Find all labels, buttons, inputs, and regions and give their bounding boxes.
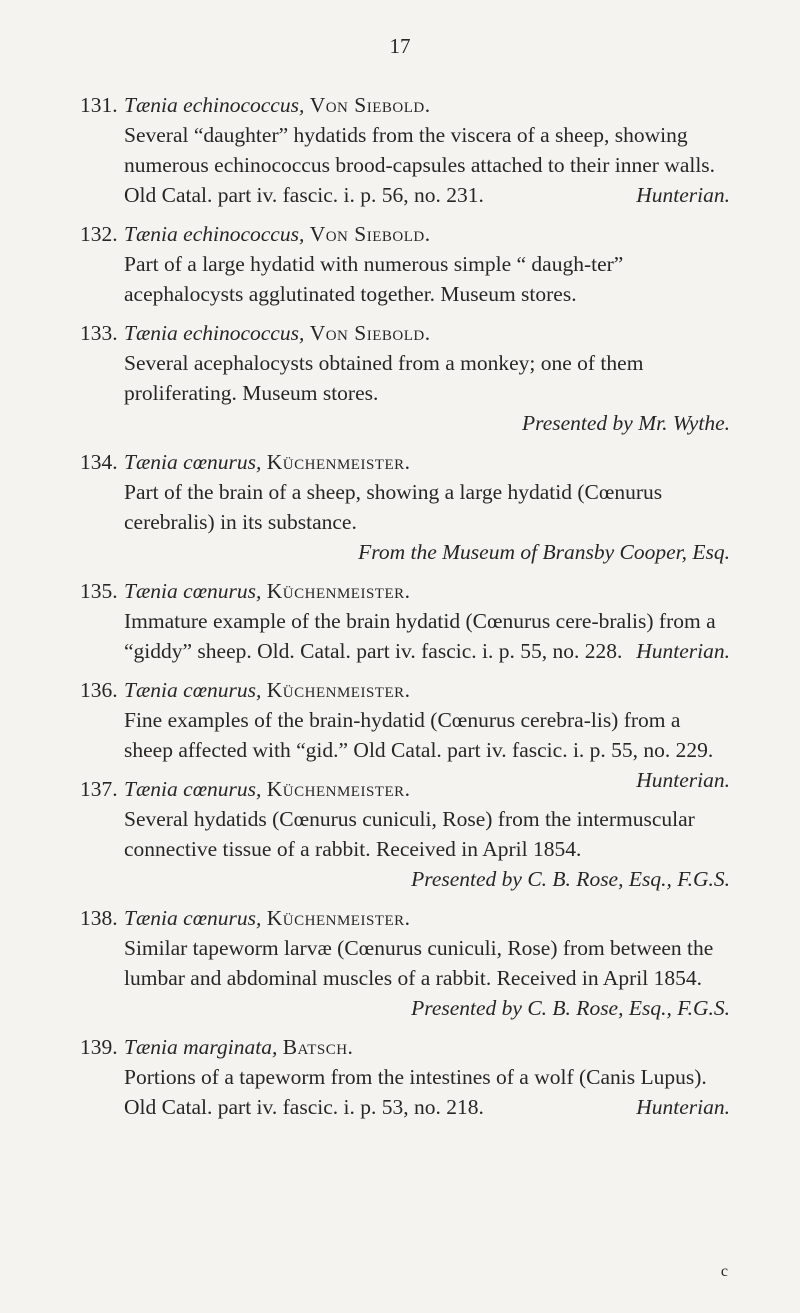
- entry-source: Presented by C. B. Rose, Esq., F.G.S.: [411, 996, 730, 1020]
- entry-text: Immature example of the brain hydatid (Cœnurus cere-bralis) from a “giddy” sheep. Old. Catal. part iv. fascic. i. p. 55, no. 228.: [124, 609, 716, 663]
- entry-description: [80, 804, 730, 894]
- entry-number: 134.: [80, 450, 118, 474]
- catalogue-entry: [80, 447, 730, 567]
- species-authority: Küchenmeister.: [266, 678, 411, 702]
- species-authority: Batsch.: [282, 1035, 354, 1059]
- species-name: Tænia cœnurus,: [124, 777, 262, 801]
- species-name: Tænia cœnurus,: [124, 450, 262, 474]
- entry-number: 135.: [80, 579, 118, 603]
- species-name: Tænia cœnurus,: [124, 678, 262, 702]
- species-authority: Von Siebold.: [309, 93, 431, 117]
- entry-source: Hunterian.: [636, 768, 730, 792]
- entry-heading: [80, 576, 730, 606]
- entry-number: 136.: [80, 678, 118, 702]
- species-name: Tænia echinococcus,: [124, 93, 305, 117]
- entry-description: [80, 933, 730, 1023]
- entry-description: [80, 249, 730, 309]
- species-authority: Küchenmeister.: [266, 777, 411, 801]
- species-name: Tænia marginata,: [124, 1035, 278, 1059]
- catalogue-entries: [80, 90, 730, 1131]
- species-authority: Küchenmeister.: [266, 450, 411, 474]
- entry-text: Similar tapeworm larvæ (Cœnurus cuniculi, Rose) from between the lumbar and abdominal muscles of a rabbit. Received in April 1854.: [124, 936, 714, 990]
- entry-source: Presented by Mr. Wythe.: [522, 411, 730, 435]
- entry-text: Part of a large hydatid with numerous simple “ daugh-ter” acephalocysts agglutinated together. Museum stores.: [124, 252, 624, 306]
- entry-text: Part of the brain of a sheep, showing a large hydatid (Cœnurus cerebralis) in its substance.: [124, 480, 663, 534]
- entry-heading: [80, 903, 730, 933]
- entry-source: Hunterian.: [636, 183, 730, 207]
- entry-text: Several “daughter” hydatids from the viscera of a sheep, showing numerous echinococcus brood-capsules attached to their inner walls. Old Catal. part iv. fascic. i. p. 56, no. 231.: [124, 123, 716, 207]
- species-authority: Von Siebold.: [309, 321, 431, 345]
- entry-source: From the Museum of Bransby Cooper, Esq.: [358, 540, 730, 564]
- entry-number: 132.: [80, 222, 118, 246]
- entry-number: 131.: [80, 93, 118, 117]
- entry-heading: [80, 219, 730, 249]
- entry-description: [80, 1062, 730, 1122]
- entry-text: Fine examples of the brain-hydatid (Cœnurus cerebra-lis) from a sheep affected with “gid.” Old Catal. part iv. fascic. i. p. 55, no. 229.: [124, 708, 714, 762]
- species-name: Tænia cœnurus,: [124, 906, 262, 930]
- catalogue-entry: [80, 219, 730, 309]
- entry-heading: [80, 774, 730, 804]
- entry-source: Hunterian.: [636, 639, 730, 663]
- signature-mark: c: [720, 1263, 728, 1280]
- entry-description: [80, 348, 730, 438]
- page-number: 17: [389, 34, 411, 58]
- catalogue-entry: [80, 1032, 730, 1122]
- entry-text: Portions of a tapeworm from the intestines of a wolf (Canis Lupus). Old Catal. part iv. fascic. i. p. 53, no. 218.: [124, 1065, 707, 1119]
- catalogue-entry: [80, 318, 730, 438]
- entry-source: Hunterian.: [636, 1095, 730, 1119]
- catalogue-entry: [80, 90, 730, 210]
- species-authority: Von Siebold.: [309, 222, 431, 246]
- entry-heading: [80, 447, 730, 477]
- entry-number: 139.: [80, 1035, 118, 1059]
- entry-description: [80, 606, 730, 666]
- entry-heading: [80, 90, 730, 120]
- entry-text: Several acephalocysts obtained from a monkey; one of them proliferating. Museum stores.: [124, 351, 644, 405]
- entry-heading: [80, 675, 730, 705]
- entry-source: Presented by C. B. Rose, Esq., F.G.S.: [411, 867, 730, 891]
- species-authority: Küchenmeister.: [266, 579, 411, 603]
- catalogue-entry: [80, 576, 730, 666]
- species-authority: Küchenmeister.: [266, 906, 411, 930]
- entry-number: 137.: [80, 777, 118, 801]
- entry-description: [80, 477, 730, 567]
- species-name: Tænia echinococcus,: [124, 222, 305, 246]
- catalogue-entry: [80, 774, 730, 894]
- entry-number: 133.: [80, 321, 118, 345]
- entry-text: Several hydatids (Cœnurus cuniculi, Rose) from the intermuscular connective tissue of a rabbit. Received in April 1854.: [124, 807, 695, 861]
- entry-heading: [80, 1032, 730, 1062]
- entry-heading: [80, 318, 730, 348]
- entry-number: 138.: [80, 906, 118, 930]
- entry-description: [80, 120, 730, 210]
- species-name: Tænia echinococcus,: [124, 321, 305, 345]
- catalogue-entry: [80, 903, 730, 1023]
- species-name: Tænia cœnurus,: [124, 579, 262, 603]
